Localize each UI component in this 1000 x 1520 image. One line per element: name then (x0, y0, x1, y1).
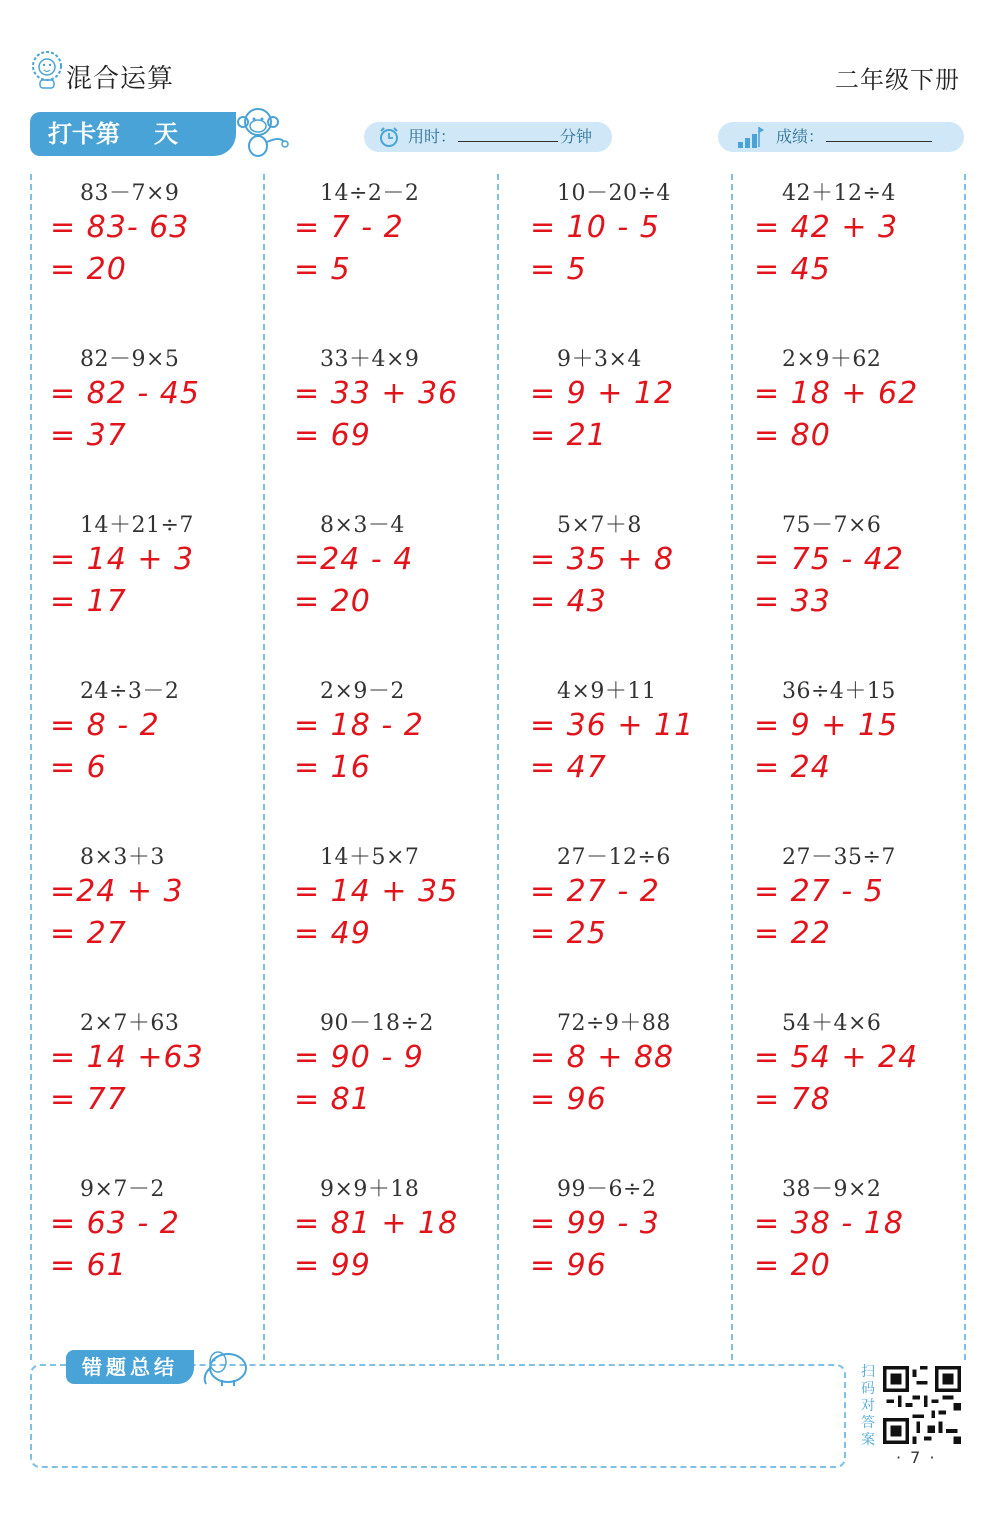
time-input-blank[interactable] (458, 123, 558, 142)
problem-expression: 75－7×6 (782, 513, 882, 538)
checkin-prefix: 打卡第 (48, 120, 120, 148)
handwritten-step-1: = 14 + 35 (294, 874, 459, 909)
lion-mascot-icon (30, 50, 64, 90)
handwritten-step-1: = 27 - 5 (754, 874, 884, 909)
checkin-suffix: 天 (154, 120, 178, 148)
handwritten-answer: = 20 (754, 1248, 831, 1283)
problem-expression: 2×7＋63 (80, 1011, 180, 1036)
problem-expression: 99－6÷2 (557, 1177, 657, 1202)
handwritten-answer: = 37 (50, 418, 127, 453)
handwritten-step-1: = 42 + 3 (754, 210, 899, 245)
handwritten-answer: = 43 (530, 584, 607, 619)
problem-expression: 8×3＋3 (80, 845, 165, 870)
handwritten-step-1: = 99 - 3 (530, 1206, 660, 1241)
problem-expression: 82－9×5 (80, 347, 180, 372)
handwritten-answer: = 20 (294, 584, 371, 619)
handwritten-step-1: = 9 + 12 (530, 376, 675, 411)
monkey-mascot-icon (230, 102, 290, 160)
handwritten-step-1: = 33 + 36 (294, 376, 459, 411)
problem-expression: 38－9×2 (782, 1177, 882, 1202)
problem-expression: 54＋4×6 (782, 1011, 882, 1036)
handwritten-step-1: = 54 + 24 (754, 1040, 919, 1075)
score-label: 成绩： (776, 127, 825, 146)
problem-expression: 8×3－4 (320, 513, 405, 538)
handwritten-step-1: = 8 + 88 (530, 1040, 675, 1075)
handwritten-step-1: = 9 + 15 (754, 708, 899, 743)
handwritten-answer: = 47 (530, 750, 607, 785)
problem-expression: 5×7＋8 (557, 513, 642, 538)
handwritten-step-1: =24 + 3 (50, 874, 184, 909)
handwritten-answer: = 24 (754, 750, 831, 785)
handwritten-step-1: = 10 - 5 (530, 210, 660, 245)
score-field (718, 122, 964, 152)
handwritten-answer: = 25 (530, 916, 607, 951)
handwritten-step-1: =24 - 4 (294, 542, 414, 577)
problem-expression: 83－7×9 (80, 181, 180, 206)
problem-expression: 27－35÷7 (782, 845, 896, 870)
handwritten-answer: = 81 (294, 1082, 371, 1117)
alarm-clock-icon (378, 126, 400, 148)
handwritten-answer: = 5 (294, 252, 351, 287)
problem-expression: 14÷2－2 (320, 181, 420, 206)
time-label: 用时： (408, 127, 457, 146)
handwritten-answer: = 16 (294, 750, 371, 785)
time-field (364, 122, 612, 152)
handwritten-step-1: = 14 +63 (50, 1040, 204, 1075)
handwritten-answer: = 20 (50, 252, 127, 287)
elephant-mascot-icon (196, 1346, 254, 1388)
handwritten-step-1: = 83- 63 (50, 210, 190, 245)
handwritten-answer: = 17 (50, 584, 127, 619)
handwritten-step-1: = 81 + 18 (294, 1206, 459, 1241)
problem-expression: 9＋3×4 (557, 347, 642, 372)
handwritten-answer: = 77 (50, 1082, 127, 1117)
handwritten-step-1: = 18 - 2 (294, 708, 424, 743)
problem-expression: 24÷3－2 (80, 679, 180, 704)
time-unit: 分钟 (560, 127, 593, 146)
handwritten-answer: = 69 (294, 418, 371, 453)
book-title: 混合运算 (66, 64, 175, 94)
handwritten-answer: = 22 (754, 916, 831, 951)
problem-expression: 9×7－2 (80, 1177, 165, 1202)
problem-expression: 33＋4×9 (320, 347, 420, 372)
handwritten-step-1: = 18 + 62 (754, 376, 919, 411)
handwritten-answer: = 45 (754, 252, 831, 287)
mistake-summary-label: 错题总结 (66, 1350, 194, 1384)
problem-expression: 10－20÷4 (557, 181, 671, 206)
handwritten-step-1: = 8 - 2 (50, 708, 160, 743)
handwritten-answer: = 6 (50, 750, 107, 785)
page-number: · 7 · (896, 1448, 937, 1467)
problem-expression: 90－18÷2 (320, 1011, 434, 1036)
handwritten-answer: = 33 (754, 584, 831, 619)
handwritten-step-1: = 38 - 18 (754, 1206, 904, 1241)
problem-expression: 9×9＋18 (320, 1177, 420, 1202)
handwritten-step-1: = 82 - 45 (50, 376, 200, 411)
problem-expression: 14＋21÷7 (80, 513, 194, 538)
scan-for-answers-label: 扫码对答案 (861, 1364, 875, 1448)
handwritten-answer: = 49 (294, 916, 371, 951)
handwritten-step-1: = 7 - 2 (294, 210, 404, 245)
handwritten-answer: = 27 (50, 916, 127, 951)
handwritten-step-1: = 90 - 9 (294, 1040, 424, 1075)
handwritten-step-1: = 35 + 8 (530, 542, 675, 577)
problem-expression: 2×9＋62 (782, 347, 882, 372)
handwritten-answer: = 96 (530, 1248, 607, 1283)
problem-expression: 4×9＋11 (557, 679, 657, 704)
handwritten-step-1: = 63 - 2 (50, 1206, 180, 1241)
handwritten-step-1: = 27 - 2 (530, 874, 660, 909)
handwritten-answer: = 99 (294, 1248, 371, 1283)
handwritten-answer: = 5 (530, 252, 587, 287)
handwritten-answer: = 21 (530, 418, 607, 453)
problem-expression: 14＋5×7 (320, 845, 420, 870)
handwritten-answer: = 80 (754, 418, 831, 453)
problem-expression: 42＋12÷4 (782, 181, 896, 206)
bar-chart-flag-icon (736, 125, 764, 149)
handwritten-answer: = 96 (530, 1082, 607, 1117)
checkin-day-banner (30, 112, 236, 156)
handwritten-step-1: = 14 + 3 (50, 542, 195, 577)
grade-label: 二年级下册 (835, 66, 960, 94)
score-input-blank[interactable] (826, 123, 932, 142)
handwritten-step-1: = 36 + 11 (530, 708, 695, 743)
problem-expression: 2×9－2 (320, 679, 405, 704)
handwritten-answer: = 78 (754, 1082, 831, 1117)
qr-code-icon[interactable] (880, 1366, 964, 1444)
problem-expression: 72÷9＋88 (557, 1011, 671, 1036)
problem-expression: 36÷4＋15 (782, 679, 896, 704)
problem-expression: 27－12÷6 (557, 845, 671, 870)
handwritten-answer: = 61 (50, 1248, 127, 1283)
handwritten-step-1: = 75 - 42 (754, 542, 904, 577)
